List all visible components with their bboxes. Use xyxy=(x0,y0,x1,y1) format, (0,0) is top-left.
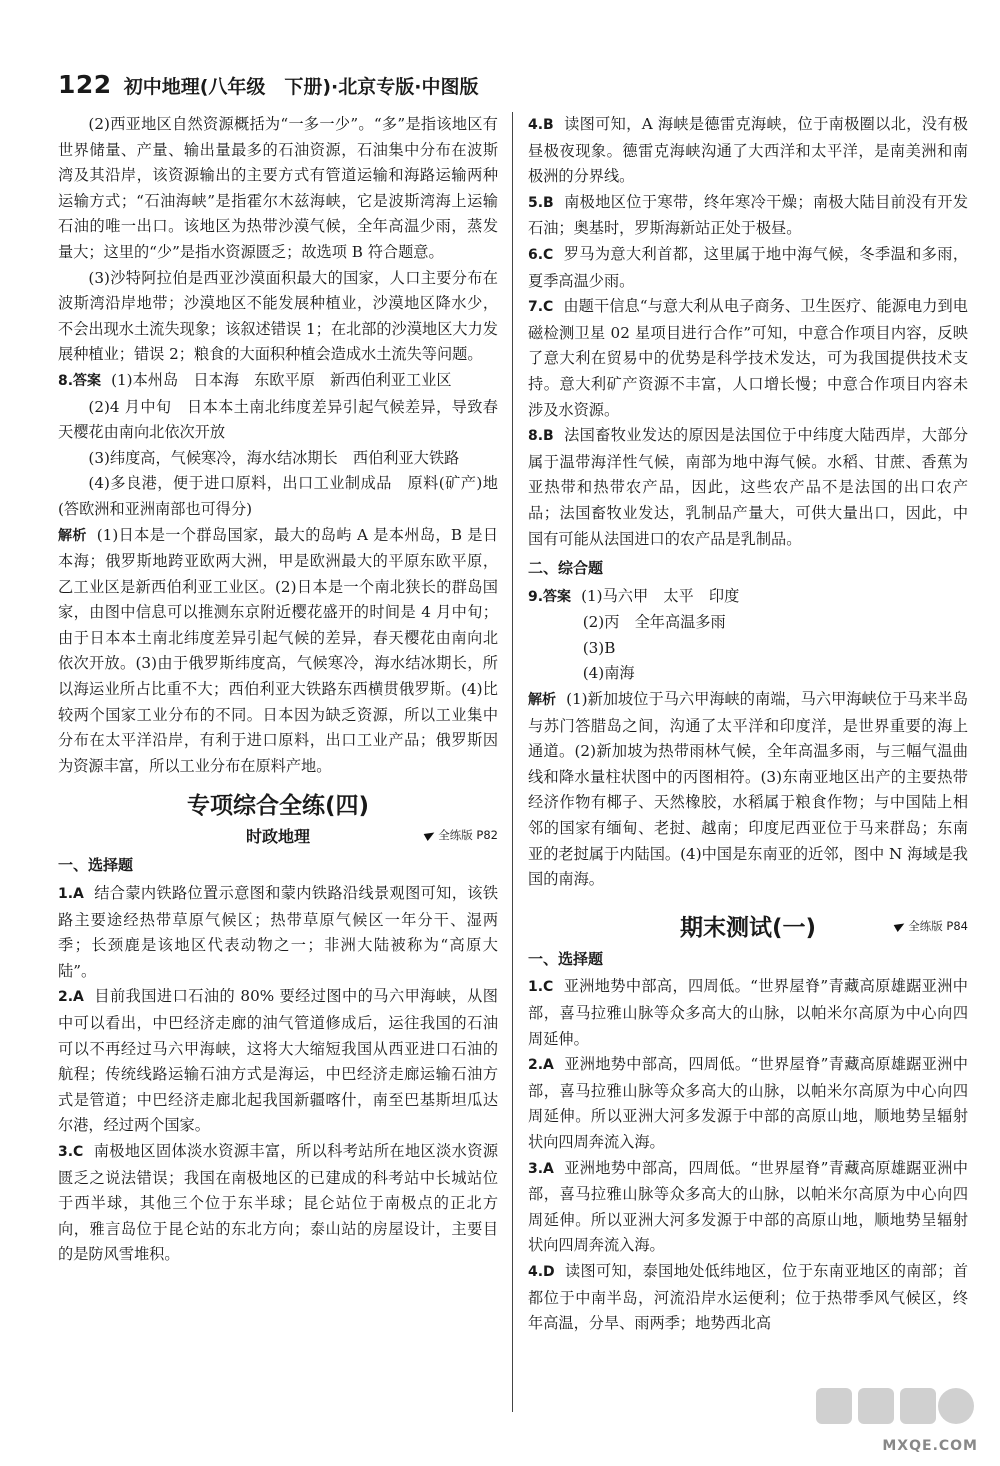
page-header xyxy=(58,70,479,106)
question-8-analysis: 解析 (1)日本是一个群岛国家，最大的岛屿 A 是本州岛，B 是日本海；俄罗斯地跨亚欧两大洲，甲是欧洲最大的平原东欧平原，乙工业区是新西伯利亚工业区。(2)日本是一个南北狭长的群岛国家，由图中信息可以推测东京附近樱花盛开的时间是 4 月中旬；由于日本本土南北纬度差异引起气候的差异，春天樱花由南向北依次开放。(3)由于俄罗斯纬度高，气候寒冷，海水结冰期长，所以海运业所占比重不大；西伯利亚大铁路东西横贯俄罗斯。(4)比较两个国家工业分布的不同。日本因为缺乏资源，所以工业集中分布在太平洋沿岸，有利于进口原料，出口工业产品；俄罗斯因为资源丰富，所以工业分布在原料产地。 xyxy=(58,525,499,775)
analysis-tag: 解析 xyxy=(58,527,87,544)
answer-line: (2)丙 全年高温多雨 xyxy=(582,613,726,632)
question-item: 2.A 目前我国进口石油的 80% 要经过图中的马六甲海峡，从图中可以看出，中巴经济走廊的油气管道修成后，运往我国的石油可以不再经过马六甲海峡，这将大大缩短我国从西亚进口石油的航程；传统线路运输石油方式是海运，中巴经济走廊运输石油方式是管道；中巴经济走廊北起我国新疆喀什，南至巴基斯坦瓜达尔港，经过两个国家。 xyxy=(58,987,498,1135)
page-reference: 全练版 P84 xyxy=(895,911,968,941)
question-item: 3.A 亚洲地势中部高，四周低。“世界屋脊”青藏高原雄踞亚洲中部，喜马拉雅山脉等众多高大的山脉，以帕米尔高原为中心向四周延伸。所以亚洲大河多发源于中部的高原山地，顺地势呈辐射状向四周奔流入海。 xyxy=(528,1158,968,1255)
watermark-text: MXQE.COM xyxy=(882,1438,978,1454)
question-item: 3.C 南极地区固体淡水资源丰富，所以科考站所在地区淡水资源匮乏之说法错误；我国在南极地区的已建成的科考站中长城站位于西半球，其他三个位于东半球；昆仑站位于南极点的正北方向，雅言岛位于昆仑站的东北方向；泰山站的房屋设计，主要目的是防风雪堆积。 xyxy=(58,1141,498,1264)
section-subtitle: 时政地理 全练版 P82 xyxy=(58,825,498,849)
page-number: 122 xyxy=(58,70,112,99)
answer-paragraph: (3)沙特阿拉伯是西亚沙漠面积最大的国家，人口主要分布在波斯湾沿岸地带；沙漠地区不能发展种植业，沙漠地区降水少，不会出现水土流失现象；该叙述错误 1；在北部的沙漠地区大力发展种植业；错误 2；粮食的大面积种植会造成水土流失等问题。 xyxy=(58,268,498,364)
question-item: 7.C 由题干信息“与意大利从电子商务、卫生医疗、能源电力到电磁检测卫星 02 星项目进行合作”可知，中意合作项目内容，反映了意大利在贸易中的优势是科学技术发达，可为我国提供技术支持。意大利矿产资源不丰富，人口增长慢；中意合作项目内容未涉及水资源。 xyxy=(528,297,968,419)
part-title: 一、选择题 xyxy=(58,856,134,875)
right-column xyxy=(528,112,968,1337)
answer-tag: 8.答案 xyxy=(58,372,102,389)
part-title: 二、综合题 xyxy=(528,559,604,578)
answer-paragraph: (2)西亚地区自然资源概括为“一多一少”。“多”是指该地区有世界储量、产量、输出量最多的石油资源，石油集中分布在波斯湾及其沿岸，该资源输出的主要方式有管道运输和海路运输两种运输方式；“石油海峡”是指霍尔木兹海峡，它是波斯湾海上运输石油的唯一出口。该地区为热带沙漠气候，全年高温少雨，蒸发量大；这里的“少”是指水资源匮乏；故选项 B 符合题意。 xyxy=(58,115,498,261)
answer-line: (3)B xyxy=(582,638,616,657)
section-title: 专项综合全练(四) xyxy=(186,793,370,820)
question-9-answer: 9.答案 (1)马六甲 太平 印度 xyxy=(528,586,740,605)
book-title: 初中地理(八年级 下册)·北京专版·中图版 xyxy=(123,76,479,98)
question-item: 5.B 南极地区位于寒带，终年寒冷干燥；南极大陆目前没有开发石油；奥基时，罗斯海新站正处于极昼。 xyxy=(528,192,968,238)
arrow-icon xyxy=(424,829,437,841)
page-reference: 全练版 P82 xyxy=(425,823,498,847)
answer-line: (3)纬度高，气候寒冷，海水结冰期长 西伯利亚大铁路 xyxy=(88,448,460,467)
answer-line: (2)4 月中旬 日本本土南北纬度差异引起气候差异，导致春天樱花由南向北依次开放 xyxy=(58,397,498,442)
question-item: 8.B 法国畜牧业发达的原因是法国位于中纬度大陆西岸，大部分属于温带海洋性气候，南部为地中海气候。水稻、甘蔗、香蕉为亚热带和热带农产品，因此，这些农产品不是法国的出口农产品；法国畜牧业发达，乳制品产量大，可供大量出口，因此，中国有可能从法国进口的农产品是乳制品。 xyxy=(528,426,968,548)
question-item: 1.C 亚洲地势中部高，四周低。“世界屋脊”青藏高原雄踞亚洲中部，喜马拉雅山脉等众多高大的山脉，以帕米尔高原为中心向四周延伸。 xyxy=(528,977,968,1048)
question-item: 6.C 罗马为意大利首都，这里属于地中海气候，冬季温和多雨，夏季高温少雨。 xyxy=(528,244,968,290)
question-item: 4.D 读图可知，泰国地处低纬地区，位于东南亚地区的南部；首都位于中南半岛，河流沿岸水运便利；位于热带季风气候区，终年高温，分旱、雨两季；地势西北高 xyxy=(528,1261,968,1333)
question-item: 2.A 亚洲地势中部高，四周低。“世界屋脊”青藏高原雄踞亚洲中部，喜马拉雅山脉等众多高大的山脉，以帕米尔高原为中心向四周延伸。所以亚洲大河多发源于中部的高原山地，顺地势呈辐射状向四周奔流入海。 xyxy=(528,1055,968,1151)
column-divider xyxy=(512,112,513,1412)
arrow-icon xyxy=(894,920,907,932)
question-item: 1.A 结合蒙内铁路位置示意图和蒙内铁路沿线景观图可知，该铁路主要途经热带草原气候区；热带草原气候区一年分干、湿两季；长颈鹿是该地区代表动物之一；非洲大陆被称为“高原大陆”。 xyxy=(58,884,498,980)
answer-line: (4)多良港，便于进口原料，出口工业制成品 原料(矿产)地(答欧洲和亚洲南部也可得分) xyxy=(58,474,498,518)
question-item: 4.B 读图可知，A 海峡是德雷克海峡，位于南极圈以北，没有极昼极夜现象。德雷克海峡沟通了大西洋和太平洋，是南美洲和南极洲的分界线。 xyxy=(528,115,968,186)
question-9-analysis: 解析 (1)新加坡位于马六甲海峡的南端，马六甲海峡位于马来半岛与苏门答腊岛之间，沟通了太平洋和印度洋，是世界重要的海上通道。(2)新加坡为热带雨林气候，全年高温多雨，与三幅气温曲线和降水量柱状图中的丙图相符。(3)东南亚地区出产的主要热带经济作物有椰子、天然橡胶，水稻属于粮食作物；与中国陆上相邻的国家有缅甸、老挝、越南；印度尼西亚位于马来群岛；东南亚的老挝属于内陆国。(4)中国是东南亚的近邻，图中 N 海域是我国的南海。 xyxy=(528,690,969,889)
answer-line: (4)南海 xyxy=(582,664,635,683)
section-title: 期末测试(一) 全练版 P84 xyxy=(528,913,968,943)
part-title: 一、选择题 xyxy=(528,949,604,968)
question-8-answer: 8.答案 (1)本州岛 日本海 东欧平原 新西伯利亚工业区 xyxy=(58,370,452,389)
left-column xyxy=(58,112,498,1268)
